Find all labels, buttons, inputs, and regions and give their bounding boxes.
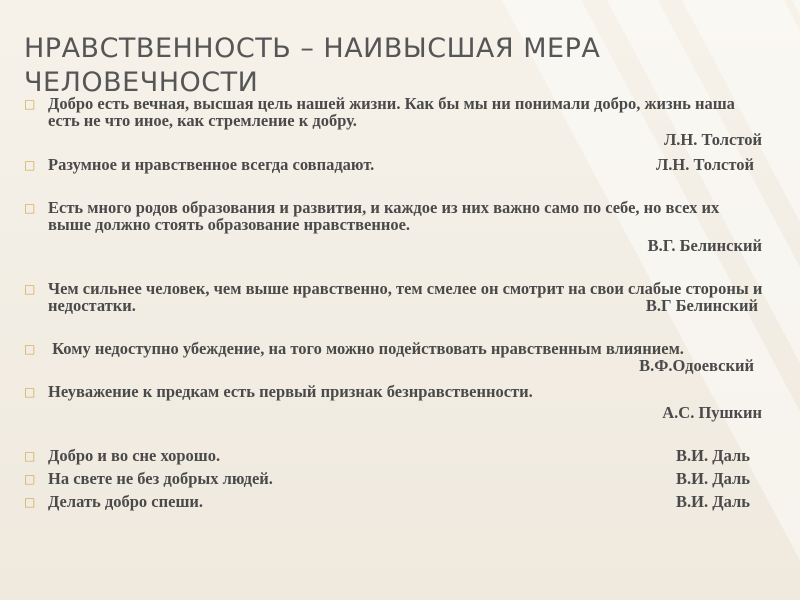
quote-text: Неуважение к предкам есть первый признак безнравственности. bbox=[48, 382, 533, 401]
quote-text: Есть много родов образования и развития, и каждое из них важно само по себе, но всех их выше должно стоять образование нравственное. bbox=[48, 198, 724, 234]
bullet-icon: □ bbox=[24, 472, 36, 486]
bullet-icon: □ bbox=[24, 97, 36, 111]
quote-item bbox=[24, 470, 764, 487]
bullet-icon: □ bbox=[24, 342, 36, 356]
quote-item bbox=[24, 383, 764, 421]
quote-author: В.И. Даль bbox=[676, 469, 750, 488]
quote-author: В.И. Даль bbox=[676, 446, 750, 465]
quote-item bbox=[24, 279, 767, 315]
quote-item bbox=[24, 95, 764, 148]
quote-text: Кому недоступно убеждение, на того можно подействовать нравственным влиянием. bbox=[48, 339, 684, 358]
quote-author: В.Г Белинский bbox=[645, 296, 758, 315]
bullet-icon: □ bbox=[24, 449, 36, 463]
bullet-icon: □ bbox=[24, 201, 36, 215]
bullet-icon: □ bbox=[24, 282, 36, 296]
quote-text: Добро и во сне хорошо. bbox=[48, 446, 221, 465]
quote-author: Л.Н. Толстой bbox=[655, 155, 754, 174]
quote-item bbox=[24, 199, 764, 254]
quote-text: Разумное и нравственное всегда совпадают. bbox=[48, 155, 375, 174]
bullet-icon: □ bbox=[24, 158, 36, 172]
bullet-icon: □ bbox=[24, 495, 36, 509]
quote-item bbox=[24, 447, 764, 464]
quote-author: Л.Н. Толстой bbox=[663, 130, 762, 149]
quote-item bbox=[24, 493, 764, 510]
bullet-icon: □ bbox=[24, 385, 36, 399]
slide-title: НРАВСТВЕННОСТЬ – НАИВЫСШАЯ МЕРА ЧЕЛОВЕЧНОСТИ bbox=[24, 33, 601, 98]
quote-text: Чем сильнее человек, чем выше нравственно, тем смелее он смотрит на свои слабые стороны и недостатки. bbox=[48, 279, 767, 315]
quote-item bbox=[24, 156, 764, 173]
quote-list bbox=[24, 94, 767, 511]
quote-item bbox=[24, 339, 764, 375]
quote-text: Делать добро спеши. bbox=[48, 492, 204, 511]
quote-author: В.Г. Белинский bbox=[647, 236, 762, 255]
quote-author: В.Ф.Одоевский bbox=[639, 356, 754, 375]
quote-text: Добро есть вечная, высшая цель нашей жизни. Как бы мы ни понимали добро, жизнь наша есть не что иное, как стремление к добру. bbox=[48, 94, 740, 130]
quote-author: А.С. Пушкин bbox=[662, 403, 762, 422]
quote-author: В.И. Даль bbox=[676, 492, 750, 511]
quote-text: На свете не без добрых людей. bbox=[48, 469, 273, 488]
